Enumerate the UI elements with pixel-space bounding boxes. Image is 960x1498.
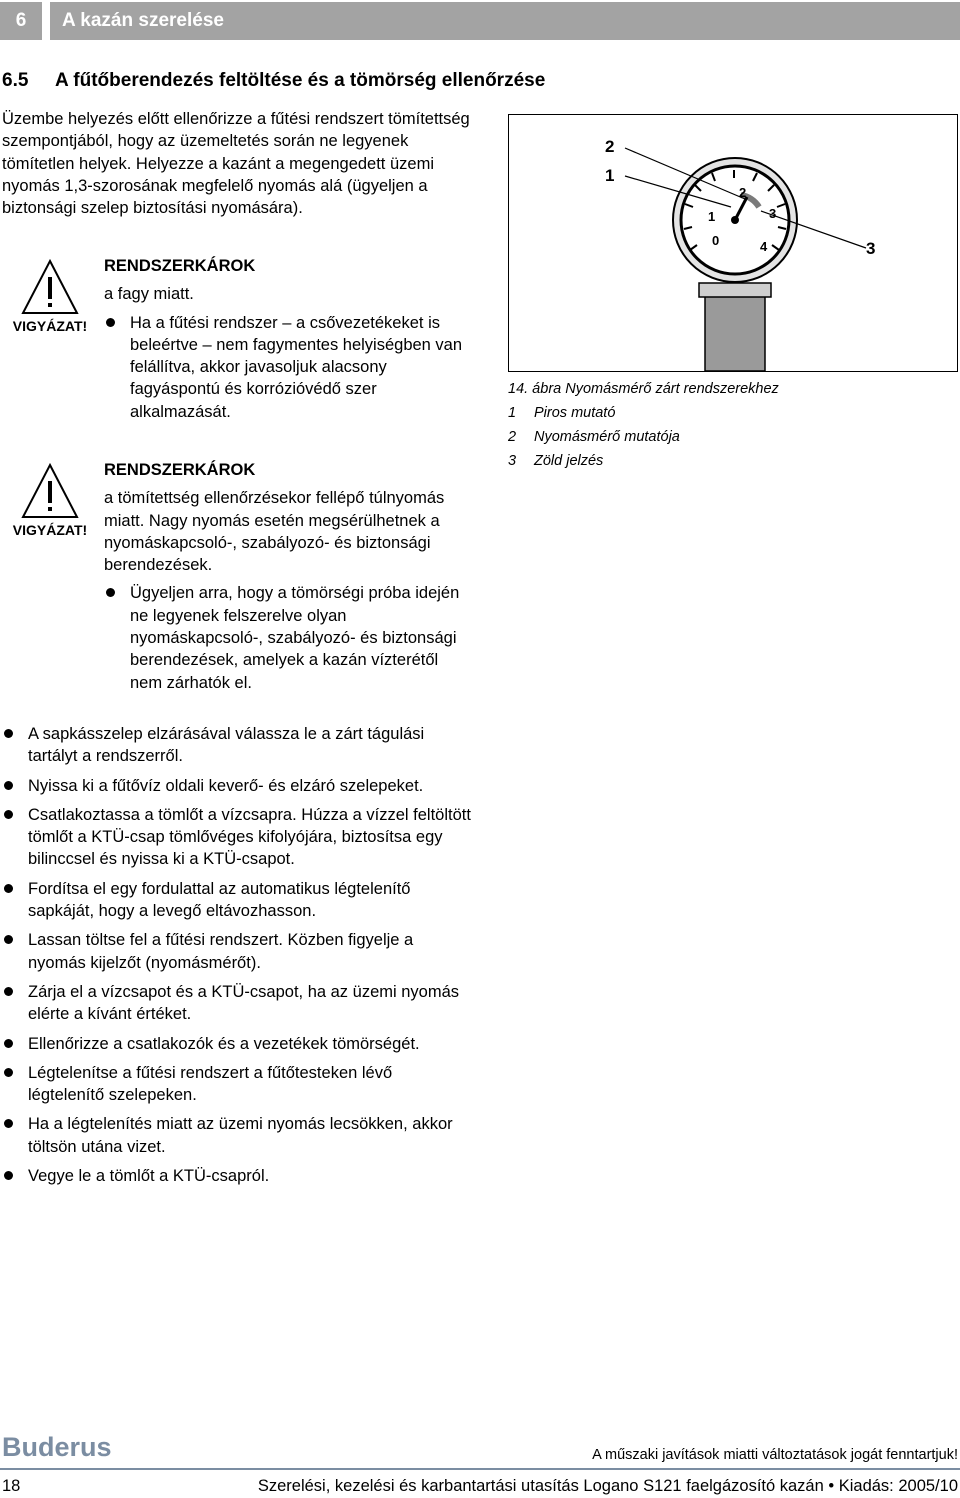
warning-triangle-icon [20, 258, 80, 316]
step-item [2, 981, 472, 1026]
warning-heading: RENDSZERKÁROK [104, 461, 256, 479]
warning-label: VIGYÁZAT! [12, 318, 88, 334]
legend-text: Nyomásmérő mutatója [534, 429, 680, 445]
step-text: Nyissa ki a fűtővíz oldali keverő- és elzáró szelepeket. [28, 776, 424, 795]
step-item [2, 1113, 472, 1158]
legend-number: 3 [508, 453, 517, 469]
step-text: Ha a légtelenítés miatt az üzemi nyomás lecsökken, akkor töltsön utána vizet. [28, 1115, 453, 1156]
step-text: Csatlakoztassa a tömlőt a vízcsapra. Húzza a vízzel feltöltött tömlőt a KTÜ-csap tömlővéges kifolyójára, biztosítsa egy bilinccsel és nyissa ki a KTÜ-csapot. [28, 805, 471, 869]
chapter-number: 6 [0, 2, 42, 40]
step-item [2, 775, 472, 797]
section-title-text: A fűtőberendezés feltöltése és a tömörség ellenőrzése [55, 70, 546, 91]
bullet-dot-icon [4, 1068, 13, 1077]
legend-item [508, 449, 779, 473]
dial-number: 2 [739, 185, 747, 200]
bullet-dot-icon [106, 318, 115, 327]
pressure-gauge-icon [509, 115, 957, 371]
bullet-dot-icon [106, 588, 115, 597]
buderus-logo: Buderus [2, 1432, 112, 1462]
callout-label: 3 [866, 239, 876, 258]
step-text: A sapkásszelep elzárásával válassza le a zárt tágulási tartályt a rendszerről. [28, 725, 425, 766]
legend-number: 2 [508, 429, 517, 445]
bullet-dot-icon [4, 884, 13, 893]
warning-heading: RENDSZERKÁROK [104, 257, 256, 275]
step-text: Zárja el a vízcsapot és a KTÜ-csapot, ha az üzemi nyomás elérte a kívánt értéket. [28, 982, 460, 1024]
bullet-dot-icon [4, 987, 13, 996]
bullet-dot-icon [4, 1171, 13, 1180]
step-text: Fordítsa el egy fordulattal az automatikus légtelenítő sapkáját, hogy a levegő eltávozhasson. [28, 879, 411, 921]
step-item [2, 929, 472, 974]
dial-number: 3 [769, 206, 777, 221]
dial-number: 0 [712, 233, 720, 248]
footer-divider [0, 1468, 960, 1470]
step-text: Vegye le a tömlőt a KTÜ-csapról. [28, 1167, 270, 1186]
bullet-dot-icon [4, 810, 13, 819]
warning-label: VIGYÁZAT! [12, 522, 88, 538]
step-item [2, 1062, 472, 1107]
step-item [2, 1033, 472, 1055]
bullet-dot-icon [4, 1039, 13, 1048]
legend-number: 1 [508, 405, 517, 421]
warning-block-2 [104, 459, 464, 702]
bullet-dot-icon [4, 781, 13, 790]
step-item [2, 723, 472, 768]
warning-subtext: a tömítettség ellenőrzésekor fellépő túlnyomás miatt. Nagy nyomás esetén megsérülhetnek a nyomáskapcsoló-, szabályozó- és biztonsági berendezések. [104, 489, 445, 575]
section-number: 6.5 [2, 70, 29, 91]
step-item [2, 878, 472, 923]
warning-bullet [104, 582, 464, 693]
callout-label: 1 [605, 166, 615, 185]
dial-number: 1 [708, 209, 716, 224]
warning-triangle-icon [20, 462, 80, 520]
legend-text: Zöld jelzés [534, 453, 604, 469]
warning-icon-1 [8, 258, 92, 334]
step-item [2, 1165, 472, 1187]
footer-document-info: Szerelési, kezelési és karbantartási utasítás Logano S121 faelgázosító kazán • Kiadás: 2005/10 [257, 1477, 958, 1495]
legend-text: Piros mutató [534, 405, 616, 421]
warning-bullet [104, 312, 464, 423]
step-text: Lassan töltse fel a fűtési rendszert. Közben figyelje a nyomás kijelzőt (nyomásmérőt). [28, 931, 414, 972]
intro-paragraph: Üzembe helyezés előtt ellenőrizze a fűtési rendszert tömítettség szempontjából, hogy az üzemeltetés során ne legyenek tömítetlen helyek. Helyezze a kazánt a megengedett üzemi nyomás 1,3-szorosának megfelelő nyomás alá (ügyeljen a biztonsági szelep biztosítási nyomására). [2, 110, 470, 218]
step-text: Légtelenítse a fűtési rendszert a fűtőtesteken lévő légtelenítő szelepeken. [28, 1063, 393, 1105]
bullet-dot-icon [4, 1119, 13, 1128]
warning-subtext: a fagy miatt. [104, 285, 194, 304]
bullet-dot-icon [4, 935, 13, 944]
step-item [2, 804, 472, 871]
chapter-title: A kazán szerelése [50, 2, 960, 40]
figure-caption-title: 14. ábra Nyomásmérő zárt rendszerekhez [508, 381, 779, 397]
legend-item [508, 401, 779, 425]
warning-bullet-text: Ha a fűtési rendszer – a csővezetékeket is beleértve – nem fagymentes helyiségben van felállítva, akkor javasoljuk alacsony fagyáspontú és korrózióvédő szer alkalmazását. [130, 313, 463, 421]
page-number: 18 [2, 1477, 21, 1495]
figure-caption [508, 377, 779, 473]
bullet-dot-icon [4, 729, 13, 738]
legend-item [508, 425, 779, 449]
warning-bullet-text: Ügyeljen arra, hogy a tömörségi próba idején ne legyenek felszerelve olyan nyomáskapcsoló-, szabályozó- és biztonsági berendezések, amelyek a kazán vízterétől nem zárhatók el. [130, 584, 460, 692]
warning-icon-2 [8, 462, 92, 538]
warning-block-1 [104, 255, 464, 431]
dial-number: 4 [760, 239, 768, 254]
step-text: Ellenőrizze a csatlakozók és a vezetékek tömörségét. [28, 1034, 420, 1053]
procedure-steps [2, 723, 472, 1194]
pressure-gauge-figure [508, 114, 958, 372]
callout-label: 2 [605, 137, 615, 156]
section-title [2, 70, 545, 92]
footer-note: A műszaki javítások miatti változtatások jogát fenntartjuk! [592, 1447, 958, 1463]
